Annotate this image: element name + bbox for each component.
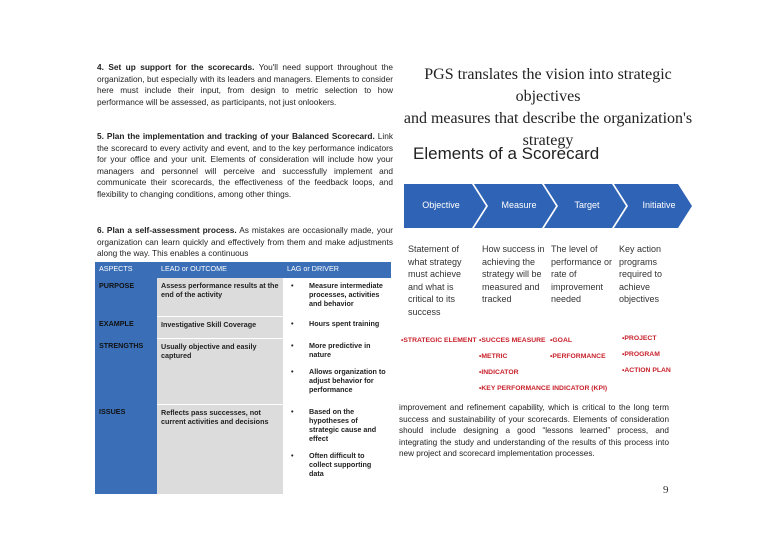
red-label-kpi: •KEY PERFORMANCE INDICATOR (KPI) <box>479 385 608 392</box>
header-lag: LAG or DRIVER <box>283 262 391 278</box>
lead-cell: Assess performance results at the end of the activity <box>157 278 283 316</box>
red-label-metric: •METRIC <box>479 353 508 360</box>
lag-item: Often difficult to collect supporting data <box>309 451 372 478</box>
item-6-body: As mistakes are occasionally made, your organization can learn quickly and effectively from them and make adjustments along the way. This enables a continuous <box>97 225 393 259</box>
desc-line: achieve <box>619 281 651 292</box>
description-target <box>551 243 623 306</box>
continuation-paragraph: improvement and refinement capability, which is critical to the long term success and sustainability of your scorecards. Elements of consideration should include designing a good “lessons learned” process, and integrating the study and understanding of the results of this process into new project and scorecard implementation processes. <box>399 403 669 459</box>
bullet-icon: • <box>291 319 294 328</box>
aspect-cell: PURPOSE <box>95 278 157 316</box>
bullet-icon: • <box>291 367 294 376</box>
description-initiative <box>619 243 691 306</box>
lag-item: Hours spent training <box>309 319 380 328</box>
lag-cell <box>283 278 391 316</box>
table-row <box>95 278 391 316</box>
paragraph-item-6 <box>97 225 393 261</box>
scorecard-title: Elements of a Scorecard <box>413 144 600 163</box>
lag-item: Measure intermediate processes, activities and behavior <box>309 281 383 308</box>
desc-line: must achieve <box>408 269 462 279</box>
desc-line: achieving the <box>482 256 536 267</box>
desc-line: needed <box>551 294 582 304</box>
header-lead: LEAD or OUTCOME <box>157 262 283 278</box>
page-number: 9 <box>663 484 669 496</box>
heading-line-2: and measures that describe the organization's <box>403 110 693 127</box>
chevron-label-measure: Measure <box>501 200 537 210</box>
lag-item: Allows organization to adjust behavior for performance <box>309 367 386 394</box>
table-row <box>95 316 391 338</box>
heading-line-3: strategy <box>522 132 574 149</box>
desc-line: The level of <box>551 244 598 254</box>
item-4-body: You'll need support throughout the organization, but especially with its leaders and managers. Elements to consider here must include their input, from design to metric selection to how performance will be assessed, as participants, not just onlookers. <box>97 62 393 107</box>
desc-line: strategy will be <box>482 269 542 279</box>
desc-line: programs <box>619 256 658 267</box>
lead-cell: Investigative Skill Coverage <box>157 316 283 338</box>
description-measure <box>482 243 554 306</box>
bullet-icon: • <box>291 407 294 416</box>
desc-line: and what is <box>408 281 454 292</box>
lag-item: More predictive in nature <box>309 341 371 359</box>
header-aspects: ASPECTS <box>95 262 157 278</box>
red-label-action-plan: •ACTION PLAN <box>622 367 671 374</box>
desc-line: rate of <box>551 269 577 279</box>
lag-cell <box>283 316 391 338</box>
desc-line: How success in <box>482 244 545 254</box>
red-label-goal: •GOAL <box>550 337 573 344</box>
bullet-icon: • <box>291 451 294 460</box>
heading-line-1: PGS translates the vision into strategic objectives <box>424 66 672 105</box>
bullet-icon: • <box>291 341 294 350</box>
desc-line: objectives <box>619 294 660 304</box>
aspect-cell: ISSUES <box>95 404 157 494</box>
lag-cell <box>283 404 391 494</box>
desc-line: success <box>408 306 441 317</box>
desc-line: tracked <box>482 294 512 304</box>
aspects-table <box>95 262 391 494</box>
item-5-body: Link the scorecard to every activity and event, and to the key performance indicators for your office and your unit. Elements of consideration will include how your managers and personnel will perceive and successfully implement and communicate their scorecards, the effectiveness of the feedback loops, and flexibility to changing conditions, among other things. <box>97 131 393 199</box>
table-row <box>95 338 391 404</box>
table-row <box>95 404 391 494</box>
slide-heading <box>398 64 698 152</box>
red-label-strategic-element: •STRATEGIC ELEMENT <box>401 337 477 344</box>
chevron-label-initiative: Initiative <box>642 200 676 210</box>
chevron-label-objective: Objective <box>422 200 460 210</box>
lead-cell: Reflects pass successes, not current activities and decisions <box>157 404 283 494</box>
cropped-heading-remnant <box>424 52 676 62</box>
item-5-title: 5. Plan the implementation and tracking of your Balanced Scorecard. <box>97 131 375 141</box>
table-header-row <box>95 262 391 278</box>
aspect-cell: EXAMPLE <box>95 316 157 338</box>
aspect-cell: STRENGTHS <box>95 338 157 404</box>
item-6-title: 6. Plan a self-assessment process. <box>97 225 237 235</box>
desc-line: critical to its <box>408 294 456 304</box>
bullet-icon: • <box>291 281 294 290</box>
red-label-performance: •PERFORMANCE <box>550 353 606 360</box>
red-label-indicator: •INDICATOR <box>479 369 519 376</box>
desc-line: performance or <box>551 256 613 267</box>
desc-line: Statement of <box>408 244 460 254</box>
desc-line: Key action <box>619 244 662 254</box>
paragraph-item-4 <box>97 62 393 108</box>
lead-cell: Usually objective and easily captured <box>157 338 283 404</box>
red-label-program: •PROGRAM <box>622 351 660 358</box>
lag-cell <box>283 338 391 404</box>
item-4-title: 4. Set up support for the scorecards. <box>97 62 255 72</box>
desc-line: improvement <box>551 281 604 292</box>
lag-item: Based on the hypotheses of strategic cause and effect <box>309 407 377 443</box>
chevron-label-target: Target <box>574 200 600 210</box>
desc-line: what strategy <box>408 256 462 267</box>
desc-line: measured and <box>482 281 540 292</box>
red-label-project: •PROJECT <box>622 335 657 342</box>
desc-line: required to <box>619 269 663 279</box>
red-label-succes-measure: •SUCCES MEASURE <box>479 337 546 344</box>
paragraph-item-5 <box>97 131 393 201</box>
description-objective <box>408 243 480 318</box>
